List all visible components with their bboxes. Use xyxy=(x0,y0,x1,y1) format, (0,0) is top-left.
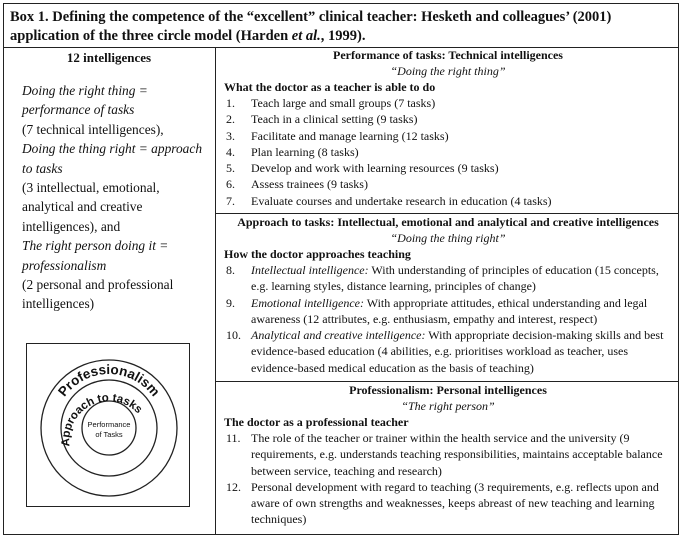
section-professionalism-heading: Professionalism: Personal intelligences xyxy=(349,383,547,397)
section-professionalism-subtitle: “The right person” xyxy=(401,399,495,413)
list-item: 11. The role of the teacher or trainer within the health service and the university (9 requirements, e.g. understands teaching responsibilities, maintains acceptable balance between service, teaching and research) xyxy=(226,431,663,478)
performance-label: Performance xyxy=(87,420,131,429)
intelligences-heading: 12 intelligences xyxy=(66,50,152,65)
section-2-divider xyxy=(215,381,678,382)
title-line-2-suffix: , 1999). xyxy=(320,28,366,44)
technical-count-text: (7 technical intelligences), xyxy=(22,121,164,137)
section-technical-heading: Performance of tasks: Technical intelligences xyxy=(333,48,563,62)
title-line-1: Box 1. Defining the competence of the “excellent” clinical teacher: Hesketh and colleagues’ (2001) xyxy=(10,9,612,25)
doing-right-thing-text: Doing the right thing = performance of tasks xyxy=(22,83,148,118)
approach-label: Approach to tasks xyxy=(60,392,145,447)
approach-count-text: (3 intellectual, emotional, analytical and creative intelligences), and xyxy=(22,180,160,234)
title-line-2-prefix: application of the three circle model (Harden xyxy=(10,28,292,44)
professional-count-text: (2 personal and professional intelligences) xyxy=(22,277,174,312)
section-approach-heading: Approach to tasks: Intellectual, emotional and analytical and creative intelligences xyxy=(237,215,659,229)
list-item: 3. Facilitate and manage learning (12 tasks) xyxy=(226,128,449,143)
section-1-divider xyxy=(215,213,678,214)
list-item: 12. Personal development with regard to teaching (3 requirements, e.g. reflects upon and aware of own strengths and weaknesses, keeps abreast of new teaching and learning techniques) xyxy=(226,479,659,527)
box-title xyxy=(10,8,674,46)
section-technical xyxy=(217,48,679,209)
list-item: 9. Emotional intelligence: With appropriate attitudes, ethical understanding and legal awareness (12 attributes, e.g. enthusiasm, empathy and interest, respect) xyxy=(226,295,648,326)
right-person-text: The right person doing it = professionalism xyxy=(22,238,169,273)
section-approach-subtitle: “Doing the thing right” xyxy=(390,231,506,245)
section-approach xyxy=(217,215,679,376)
list-item: 6. Assess trainees (9 tasks) xyxy=(226,177,368,192)
section-technical-subtitle: “Doing the right thing” xyxy=(390,64,506,78)
technical-list xyxy=(217,95,679,209)
approach-list xyxy=(217,262,679,376)
section-professionalism-intro: The doctor as a professional teacher xyxy=(224,415,409,429)
section-professionalism xyxy=(217,383,679,528)
list-item: 4. Plan learning (8 tasks) xyxy=(226,144,359,159)
intelligences-description xyxy=(22,81,212,314)
section-technical-intro: What the doctor as a teacher is able to do xyxy=(224,80,436,94)
list-item: 1. Teach large and small groups (7 tasks) xyxy=(226,96,436,110)
list-item: 8. Intellectual intelligence: With understanding of principles of education (15 concepts, e.g. learning styles, distance learning, principles of change) xyxy=(226,263,659,294)
box-frame xyxy=(3,3,679,535)
list-item: 10. Analytical and creative intelligence: With appropriate decision-making skills and best evidence-based education (4 abilities, e.g. prioritises workload as teacher, uses evidence-based medical education as the basis of teaching) xyxy=(226,328,664,375)
tasks-label: of Tasks xyxy=(95,430,123,439)
title-line-2-etal: et al. xyxy=(291,28,321,44)
professionalism-label: Professionalism xyxy=(55,361,163,400)
professionalism-list xyxy=(217,430,679,528)
list-item: 7. Evaluate courses and undertake research in education (4 tasks) xyxy=(226,193,552,208)
section-approach-intro: How the doctor approaches teaching xyxy=(224,247,411,261)
list-item: 2. Teach in a clinical setting (9 tasks) xyxy=(226,112,418,127)
column-divider xyxy=(215,47,216,534)
doing-thing-right-text: Doing the thing right = approach to tasks xyxy=(22,141,203,176)
three-circle-svg xyxy=(27,344,189,506)
three-circle-diagram xyxy=(26,343,190,507)
list-item: 5. Develop and work with learning resources (9 tasks) xyxy=(226,161,499,176)
title-line-2 xyxy=(10,27,674,46)
